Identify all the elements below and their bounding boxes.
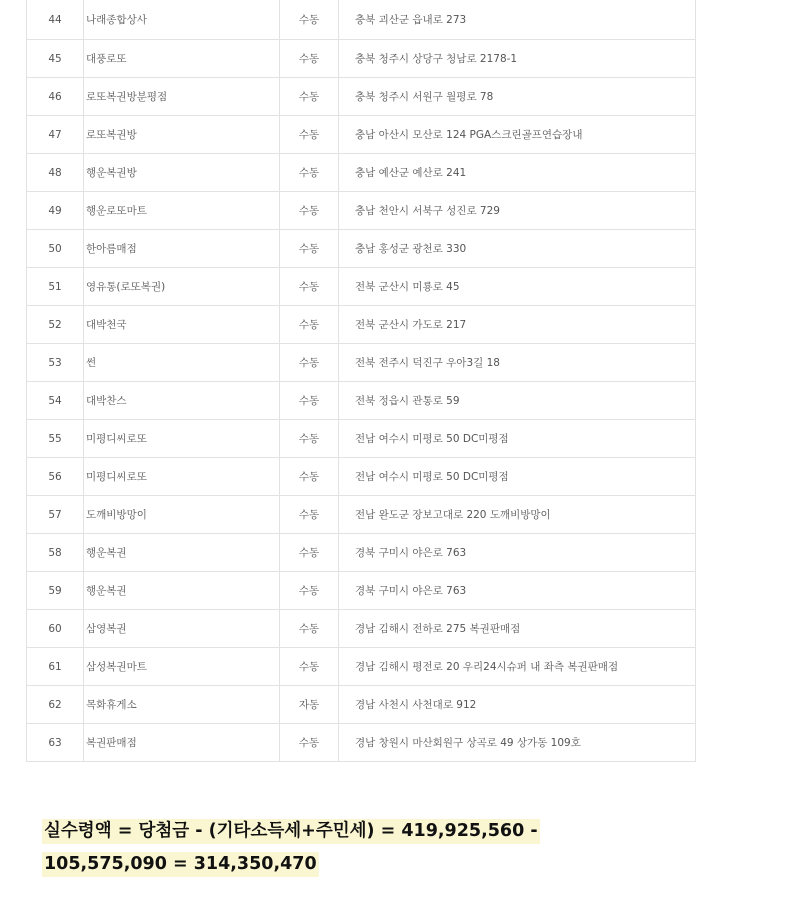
store-number-cell: 47 <box>27 116 84 154</box>
store-name-cell: 도깨비방망이 <box>84 496 280 534</box>
table-row <box>27 610 696 648</box>
store-number-cell: 62 <box>27 686 84 724</box>
selection-type-cell: 수동 <box>280 268 339 306</box>
store-name-cell: 행운로또마트 <box>84 192 280 230</box>
store-number-cell: 52 <box>27 306 84 344</box>
selection-type-cell: 수동 <box>280 306 339 344</box>
store-address-cell: 전북 군산시 미룡로 45 <box>339 268 696 306</box>
selection-type-cell: 수동 <box>280 344 339 382</box>
selection-type-cell: 수동 <box>280 0 339 40</box>
store-number-cell: 49 <box>27 192 84 230</box>
store-address-cell: 전북 정읍시 관통로 59 <box>339 382 696 420</box>
store-number-cell: 44 <box>27 0 84 40</box>
store-name-cell: 행운복권방 <box>84 154 280 192</box>
store-number-cell: 50 <box>27 230 84 268</box>
selection-type-cell: 수동 <box>280 230 339 268</box>
store-address-cell: 경남 김해시 평전로 20 우리24시슈퍼 내 좌측 복권판매점 <box>339 648 696 686</box>
store-number-cell: 54 <box>27 382 84 420</box>
store-address-cell: 경남 창원시 마산회원구 상곡로 49 상가동 109호 <box>339 724 696 762</box>
selection-type-cell: 수동 <box>280 420 339 458</box>
table-row <box>27 0 696 40</box>
store-name-cell: 행운복권 <box>84 534 280 572</box>
store-name-cell: 삼영복권 <box>84 610 280 648</box>
selection-type-cell: 수동 <box>280 40 339 78</box>
table-row <box>27 534 696 572</box>
table-row <box>27 154 696 192</box>
store-address-cell: 충북 청주시 서원구 월평로 78 <box>339 78 696 116</box>
selection-type-cell: 수동 <box>280 458 339 496</box>
table-row <box>27 268 696 306</box>
store-address-cell: 경북 구미시 야은로 763 <box>339 534 696 572</box>
table-row <box>27 40 696 78</box>
winning-stores-table <box>26 0 696 762</box>
store-number-cell: 56 <box>27 458 84 496</box>
store-name-cell: 목화휴게소 <box>84 686 280 724</box>
store-number-cell: 48 <box>27 154 84 192</box>
store-address-cell: 전남 여수시 미평로 50 DC미평점 <box>339 458 696 496</box>
selection-type-cell: 수동 <box>280 78 339 116</box>
net-prize-formula <box>42 815 602 881</box>
table-row <box>27 458 696 496</box>
table-row <box>27 306 696 344</box>
table-row <box>27 230 696 268</box>
store-name-cell: 로또복권방분평점 <box>84 78 280 116</box>
store-name-cell: 로또복권방 <box>84 116 280 154</box>
selection-type-cell: 수동 <box>280 610 339 648</box>
store-number-cell: 60 <box>27 610 84 648</box>
store-name-cell: 영유통(로또복권) <box>84 268 280 306</box>
net-prize-formula-line1: 실수령액 = 당첨금 - (기타소득세+주민세) = 419,925,560 - <box>42 819 540 844</box>
table-row <box>27 648 696 686</box>
store-address-cell: 경북 구미시 야은로 763 <box>339 572 696 610</box>
store-number-cell: 45 <box>27 40 84 78</box>
selection-type-cell: 수동 <box>280 534 339 572</box>
table-row <box>27 78 696 116</box>
store-name-cell: 미평디씨로또 <box>84 458 280 496</box>
store-address-cell: 충남 아산시 모산로 124 PGA스크린골프연습장내 <box>339 116 696 154</box>
selection-type-cell: 자동 <box>280 686 339 724</box>
store-address-cell: 경남 사천시 사천대로 912 <box>339 686 696 724</box>
store-number-cell: 57 <box>27 496 84 534</box>
winning-stores-table-body <box>27 0 696 762</box>
store-address-cell: 충북 청주시 상당구 청남로 2178-1 <box>339 40 696 78</box>
store-name-cell: 대박천국 <box>84 306 280 344</box>
selection-type-cell: 수동 <box>280 724 339 762</box>
selection-type-cell: 수동 <box>280 192 339 230</box>
table-row <box>27 116 696 154</box>
store-number-cell: 46 <box>27 78 84 116</box>
store-address-cell: 충남 홍성군 광천로 330 <box>339 230 696 268</box>
store-number-cell: 61 <box>27 648 84 686</box>
store-number-cell: 63 <box>27 724 84 762</box>
store-address-cell: 경남 김해시 전하로 275 복권판매점 <box>339 610 696 648</box>
store-name-cell: 대풍로또 <box>84 40 280 78</box>
store-name-cell: 썬 <box>84 344 280 382</box>
store-number-cell: 59 <box>27 572 84 610</box>
table-row <box>27 344 696 382</box>
selection-type-cell: 수동 <box>280 382 339 420</box>
store-name-cell: 미평디씨로또 <box>84 420 280 458</box>
selection-type-cell: 수동 <box>280 154 339 192</box>
store-address-cell: 충남 예산군 예산로 241 <box>339 154 696 192</box>
store-address-cell: 충남 천안시 서북구 성진로 729 <box>339 192 696 230</box>
winning-stores-table-wrap <box>26 0 696 762</box>
table-row <box>27 420 696 458</box>
store-name-cell: 대박찬스 <box>84 382 280 420</box>
selection-type-cell: 수동 <box>280 648 339 686</box>
selection-type-cell: 수동 <box>280 116 339 154</box>
store-name-cell: 복권판매점 <box>84 724 280 762</box>
table-row <box>27 382 696 420</box>
store-address-cell: 전북 전주시 덕진구 우아3길 18 <box>339 344 696 382</box>
store-number-cell: 58 <box>27 534 84 572</box>
store-name-cell: 삼성복권마트 <box>84 648 280 686</box>
store-number-cell: 53 <box>27 344 84 382</box>
net-prize-formula-line2: 105,575,090 = 314,350,470 <box>42 852 319 877</box>
store-address-cell: 전북 군산시 가도로 217 <box>339 306 696 344</box>
table-row <box>27 572 696 610</box>
store-name-cell: 행운복권 <box>84 572 280 610</box>
store-address-cell: 충북 괴산군 읍내로 273 <box>339 0 696 40</box>
store-name-cell: 한아름매점 <box>84 230 280 268</box>
store-address-cell: 전남 여수시 미평로 50 DC미평점 <box>339 420 696 458</box>
selection-type-cell: 수동 <box>280 572 339 610</box>
table-row <box>27 686 696 724</box>
store-number-cell: 55 <box>27 420 84 458</box>
table-row <box>27 192 696 230</box>
selection-type-cell: 수동 <box>280 496 339 534</box>
table-row <box>27 496 696 534</box>
store-address-cell: 전남 완도군 장보고대로 220 도깨비방망이 <box>339 496 696 534</box>
store-name-cell: 나래종합상사 <box>84 0 280 40</box>
store-number-cell: 51 <box>27 268 84 306</box>
table-row <box>27 724 696 762</box>
